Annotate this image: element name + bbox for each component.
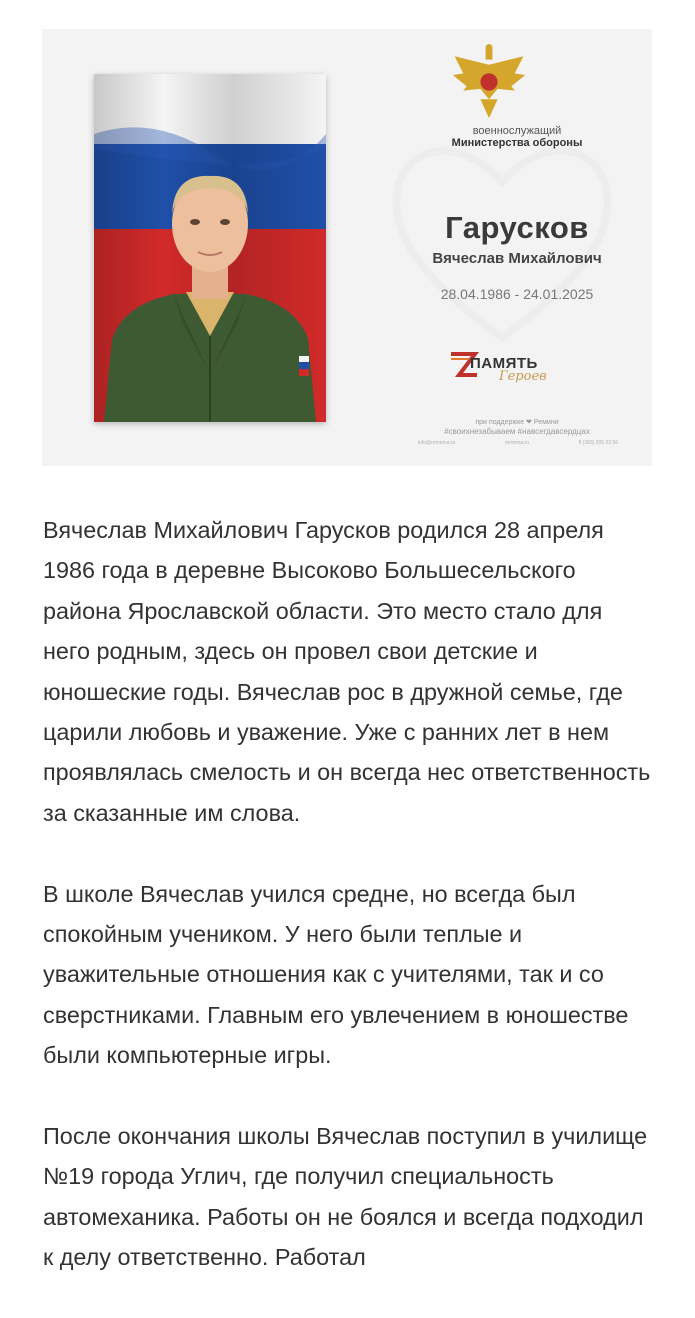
- surname-heading: Гарусков: [445, 210, 589, 245]
- logo-text: ПАМЯТЬ: [470, 355, 538, 372]
- paragraph: В школе Вячеслав учился средне, но всегда был спокойным учеником. У него были теплые и уважительные отношения как с учителями, так и со сверстниками. Главным его увлечением в юношестве были компьютерные игры.: [43, 880, 629, 1069]
- given-names: Вячеслав Михайлович: [432, 250, 602, 267]
- contact-phone: 8 (383) 205 23 56: [578, 440, 618, 446]
- contacts-row: [418, 439, 618, 448]
- pamyat-geroev-logo: [447, 349, 567, 393]
- ministry-eagle-emblem: [446, 39, 532, 125]
- support-line: при поддержке ❤ Ремини: [475, 419, 559, 426]
- contact-email: info@remema.ru: [418, 440, 456, 446]
- portrait-photo: [94, 74, 326, 422]
- life-dates: 28.04.1986 - 24.01.2025: [440, 286, 594, 302]
- paragraph: После окончания школы Вячеслав поступил в училище №19 города Углич, где получил специальность автомеханика. Работы он не боялся и всегда подходил к делу ответственно. Работал: [43, 1123, 648, 1271]
- memorial-card: [42, 29, 652, 466]
- contact-site: remema.ru: [504, 440, 529, 446]
- biography-article: [43, 510, 653, 1318]
- logo-script: Героев: [499, 369, 547, 384]
- paragraph: Вячеслав Михайлович Гарусков родился 28 апреля 1986 года в деревне Высоково Большесельского района Ярославской области. Это место стало для него родным, здесь он провел свои детские и юношеские годы. Вячеслав рос в дружной семье, где царили любовь и уважение. Уже с ранних лет в нем проявлялась смелость и он всегда нес ответственность за сказанные им слова.: [43, 517, 651, 826]
- rank-line: военнослужащий: [472, 125, 562, 137]
- hashtags: #своихнезабываем #навсегдавсердцах: [444, 427, 590, 436]
- ministry-line: Министерства обороны: [451, 137, 583, 149]
